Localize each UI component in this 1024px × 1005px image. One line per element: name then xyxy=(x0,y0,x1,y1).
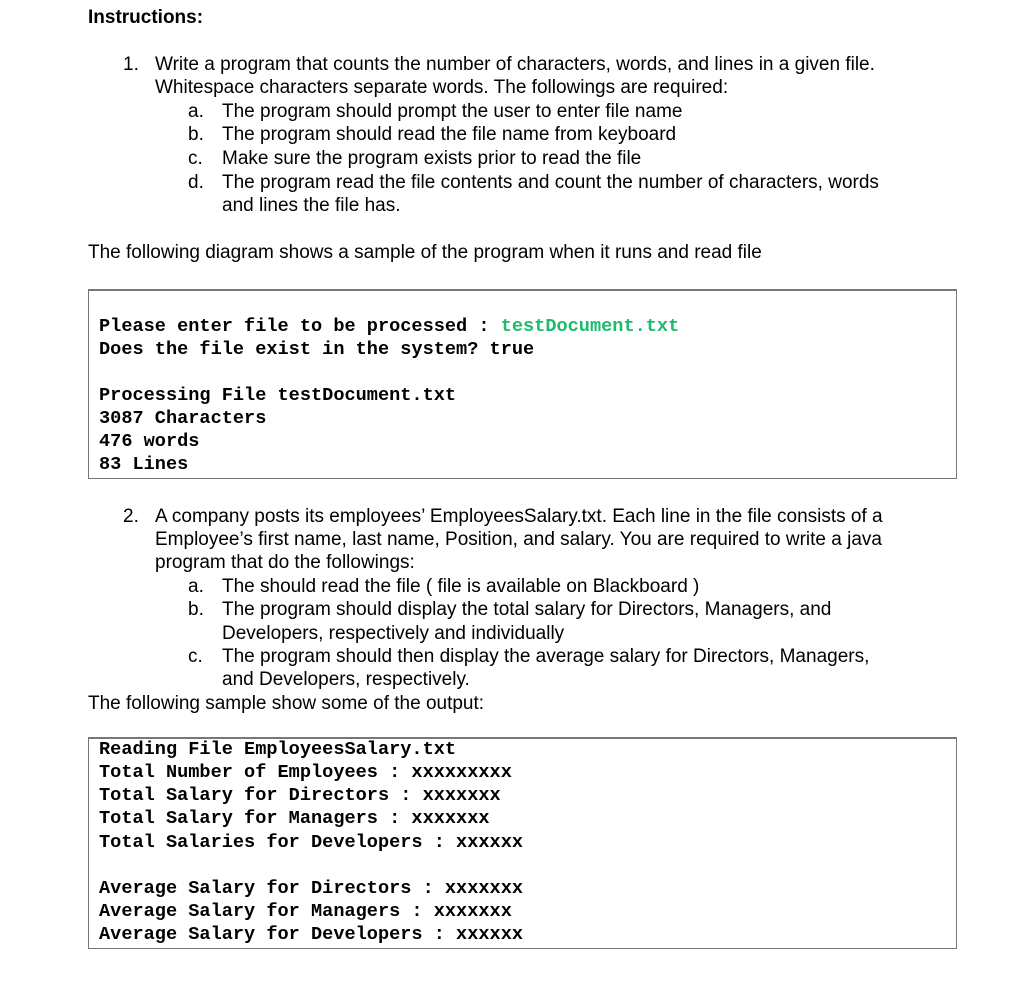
sample2-line: Total Salaries for Developers : xxxxxx xyxy=(99,832,524,853)
instructions-heading: Instructions: xyxy=(88,7,204,28)
sample2-line: Average Salary for Directors : xxxxxxx xyxy=(99,878,524,899)
sample1-words-line: 476 words xyxy=(99,431,200,452)
q2-number: 2. xyxy=(123,506,139,527)
q1-item-text: The program should prompt the user to enter file name xyxy=(222,101,683,122)
q2-item-text: The program should then display the average salary for Directors, Managers, xyxy=(222,646,870,667)
q2-item-text: and Developers, respectively. xyxy=(222,669,470,690)
q1-item-letter: d. xyxy=(188,172,204,193)
sample1-lines-line: 83 Lines xyxy=(99,454,189,475)
sample2-line: Average Salary for Developers : xxxxxx xyxy=(99,924,524,945)
sample2-line: Reading File EmployeesSalary.txt xyxy=(99,739,457,760)
q2-text-line: Employee’s first name, last name, Position, and salary. You are required to write a java xyxy=(155,529,882,550)
prompt-text: Please enter file to be processed : xyxy=(99,316,501,337)
q1-number: 1. xyxy=(123,54,139,75)
q1-item-letter: a. xyxy=(188,101,204,122)
sample2-line: Total Salary for Directors : xxxxxxx xyxy=(99,785,501,806)
q2-item-letter: a. xyxy=(188,576,204,597)
q1-text-line: Write a program that counts the number of characters, words, and lines in a given file. xyxy=(155,54,875,75)
sample2-line: Total Number of Employees : xxxxxxxxx xyxy=(99,762,512,783)
q2-item-letter: c. xyxy=(188,646,203,667)
sample2-line: Average Salary for Managers : xxxxxxx xyxy=(99,901,512,922)
sample1-processing-line: Processing File testDocument.txt xyxy=(99,385,457,406)
q1-item-text: and lines the file has. xyxy=(222,195,401,216)
user-input: testDocument.txt xyxy=(500,316,680,337)
sample1-chars-line: 3087 Characters xyxy=(99,408,267,429)
sample1-exists-line: Does the file exist in the system? true xyxy=(99,339,535,360)
q2-item-text: The should read the file ( file is available on Blackboard ) xyxy=(222,576,700,597)
q1-intro: The following diagram shows a sample of the program when it runs and read file xyxy=(88,242,762,263)
q1-item-letter: c. xyxy=(188,148,203,169)
q2-text-line: A company posts its employees’ EmployeesSalary.txt. Each line in the file consists of a xyxy=(155,506,883,527)
q2-item-text: The program should display the total salary for Directors, Managers, and xyxy=(222,599,832,620)
q2-item-letter: b. xyxy=(188,599,204,620)
q1-item-letter: b. xyxy=(188,124,204,145)
q1-item-text: The program read the file contents and count the number of characters, words xyxy=(222,172,879,193)
sample2-line: Total Salary for Managers : xxxxxxx xyxy=(99,808,490,829)
q2-text-line: program that do the followings: xyxy=(155,552,415,573)
sample1-prompt-line xyxy=(99,315,679,338)
q2-item-text: Developers, respectively and individually xyxy=(222,623,565,644)
q2-intro: The following sample show some of the output: xyxy=(88,693,485,714)
q1-text-line: Whitespace characters separate words. The followings are required: xyxy=(155,77,729,98)
q1-item-text: The program should read the file name from keyboard xyxy=(222,124,677,145)
q1-item-text: Make sure the program exists prior to read the file xyxy=(222,148,642,169)
